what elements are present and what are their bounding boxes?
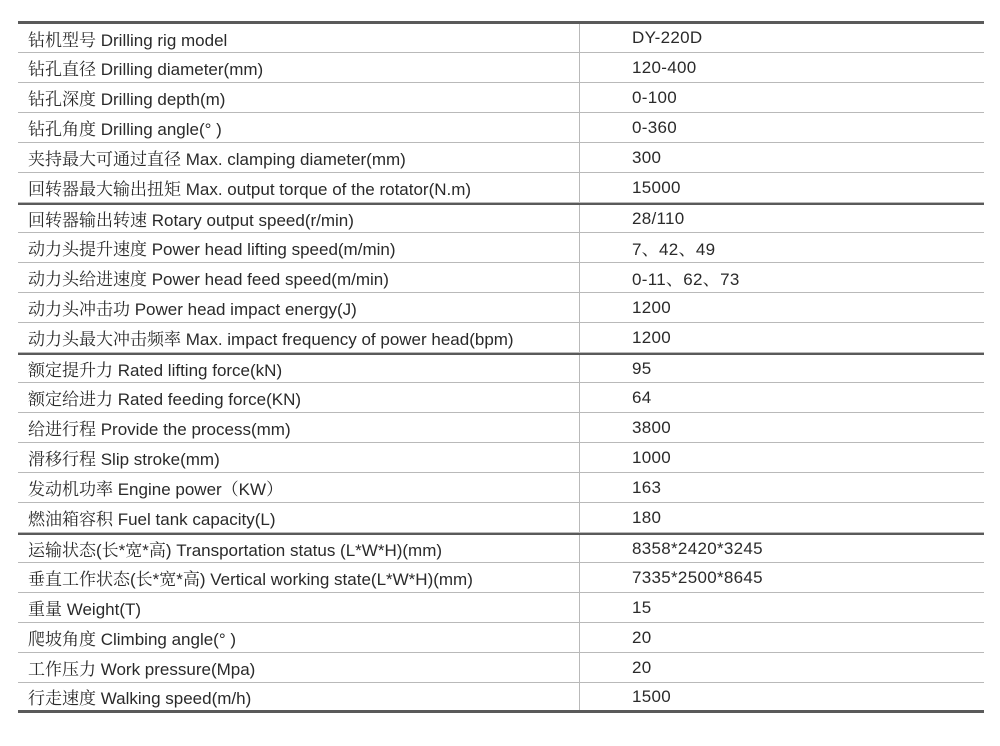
row-label: 动力头冲击功 Power head impact energy(J) [18, 293, 580, 322]
row-value: 1200 [632, 297, 672, 317]
row-label: 回转器最大输出扭矩 Max. output torque of the rotator(N.m) [18, 173, 580, 202]
row-value: 163 [632, 477, 662, 497]
header-label: 钻机型号 Drilling rig model [18, 24, 580, 52]
row-value: 95 [632, 358, 652, 378]
table-row [18, 623, 984, 653]
row-label: 发动机功率 Engine power（KW） [18, 473, 580, 502]
table-row [18, 413, 984, 443]
table-row [18, 263, 984, 293]
table-row [18, 353, 984, 383]
row-label: 垂直工作状态(长*宽*高) Vertical working state(L*W*H)(mm) [18, 563, 580, 592]
row-value: 0-11、62、73 [632, 270, 740, 289]
row-label: 动力头提升速度 Power head lifting speed(m/min) [18, 233, 580, 262]
row-value: 300 [632, 147, 662, 167]
table-row [18, 233, 984, 263]
table-row [18, 473, 984, 503]
row-value: 0-360 [632, 117, 677, 137]
row-value: 20 [632, 657, 652, 677]
table-row [18, 683, 984, 713]
row-label: 钻孔直径 Drilling diameter(mm) [18, 53, 580, 82]
table-row [18, 503, 984, 533]
row-label: 滑移行程 Slip stroke(mm) [18, 443, 580, 472]
table-row [18, 293, 984, 323]
row-label: 运输状态(长*宽*高) Transportation status (L*W*H)(mm) [18, 535, 580, 562]
row-value: 1500 [632, 686, 672, 706]
row-label: 爬坡角度 Climbing angle(° ) [18, 623, 580, 652]
table-row [18, 323, 984, 353]
row-label: 夹持最大可通过直径 Max. clamping diameter(mm) [18, 143, 580, 172]
row-label: 燃油箱容积 Fuel tank capacity(L) [18, 503, 580, 532]
row-value: 64 [632, 387, 652, 407]
header-value: DY-220D [632, 28, 703, 47]
table-row [18, 113, 984, 143]
row-value: 1000 [632, 447, 672, 467]
table-row [18, 443, 984, 473]
table-row [18, 533, 984, 563]
row-value: 1200 [632, 327, 672, 347]
table-row [18, 173, 984, 203]
row-label: 行走速度 Walking speed(m/h) [18, 683, 580, 710]
row-label: 额定给进力 Rated feeding force(KN) [18, 383, 580, 412]
row-label: 钻孔角度 Drilling angle(° ) [18, 113, 580, 142]
table-row [18, 383, 984, 413]
row-value: 7335*2500*8645 [632, 567, 763, 587]
row-value: 3800 [632, 417, 672, 437]
table-row [18, 203, 984, 233]
row-label: 工作压力 Work pressure(Mpa) [18, 653, 580, 682]
row-value: 28/110 [632, 208, 685, 228]
row-value: 7、42、49 [632, 240, 716, 259]
row-value: 15000 [632, 177, 681, 197]
row-value: 180 [632, 507, 662, 527]
table-header-row [18, 21, 984, 53]
row-label: 额定提升力 Rated lifting force(kN) [18, 355, 580, 382]
row-label: 回转器输出转速 Rotary output speed(r/min) [18, 205, 580, 232]
row-label: 动力头给进速度 Power head feed speed(m/min) [18, 263, 580, 292]
table-row [18, 53, 984, 83]
table-row [18, 143, 984, 173]
table-row [18, 593, 984, 623]
row-value: 20 [632, 627, 652, 647]
row-label: 动力头最大冲击频率 Max. impact frequency of power head(bpm) [18, 323, 580, 352]
row-value: 0-100 [632, 87, 677, 107]
row-label: 给进行程 Provide the process(mm) [18, 413, 580, 442]
spec-table [18, 21, 984, 713]
table-row [18, 83, 984, 113]
table-row [18, 563, 984, 593]
row-value: 8358*2420*3245 [632, 538, 763, 558]
row-label: 钻孔深度 Drilling depth(m) [18, 83, 580, 112]
row-label: 重量 Weight(T) [18, 593, 580, 622]
row-value: 15 [632, 597, 652, 617]
table-row [18, 653, 984, 683]
row-value: 120-400 [632, 57, 697, 77]
